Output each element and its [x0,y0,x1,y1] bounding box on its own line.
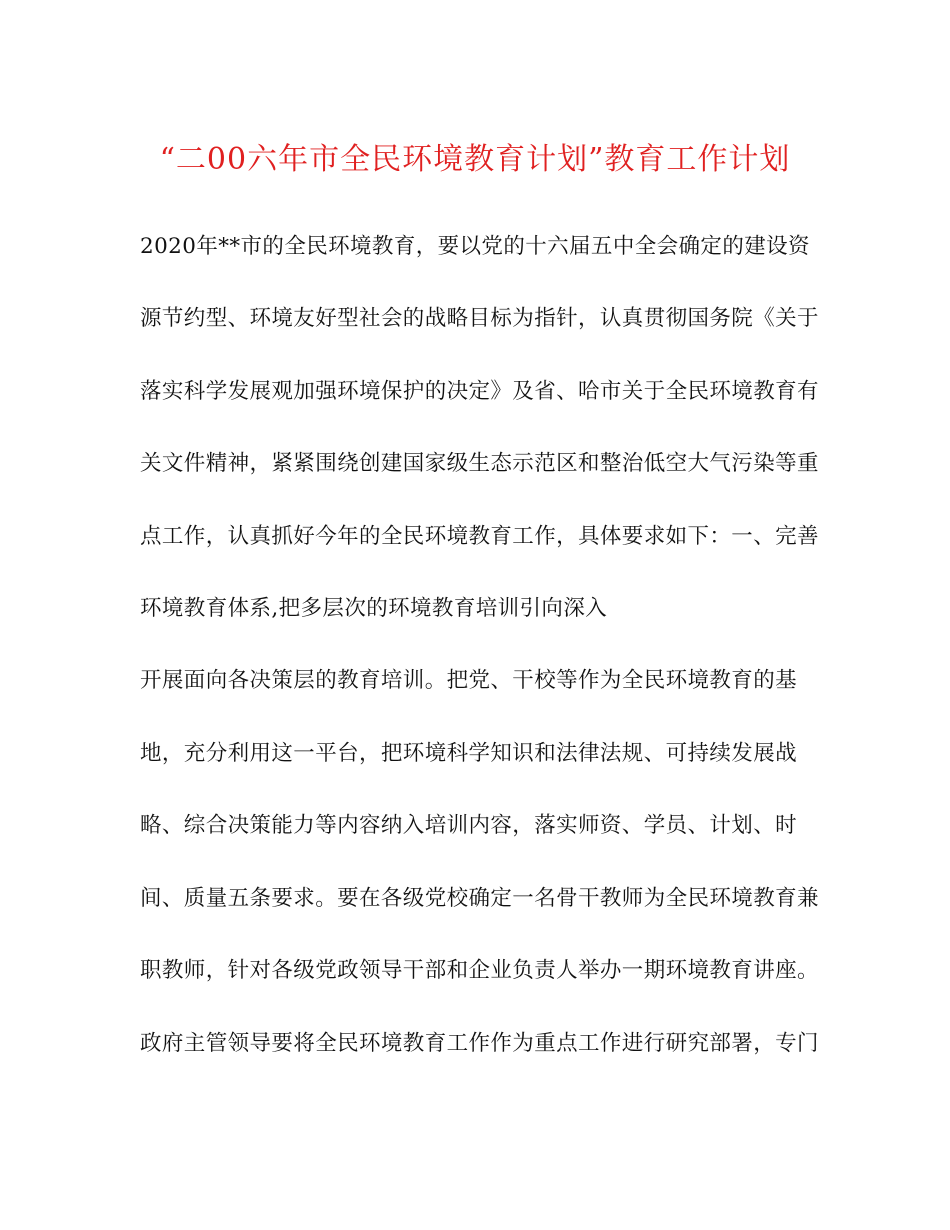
paragraph-line-9: 略、综合决策能力等内容纳入培训内容，落实师资、学员、计划、时 [140,813,798,838]
document-title: “二00六年市全民环境教育计划”教育工作计划 [159,142,791,177]
paragraph-line-1: 2020年**市的全民环境教育，要以党的十六届五中全会确定的建设资 [140,234,810,259]
paragraph-line-11: 职教师，针对各级党政领导干部和企业负责人举办一期环境教育讲座。 [140,958,819,983]
paragraph-line-6: 环境教育体系,把多层次的环境教育培训引向深入 [140,596,608,621]
paragraph-line-3: 落实科学发展观加强环境保护的决定》及省、哈市关于全民环境教育有 [140,379,819,404]
paragraph-line-7: 开展面向各决策层的教育培训。把党、干校等作为全民环境教育的基 [140,668,798,693]
paragraph-line-2: 源节约型、环境友好型社会的战略目标为指针，认真贯彻国务院《关于 [140,306,819,331]
paragraph-line-5: 点工作，认真抓好今年的全民环境教育工作，具体要求如下：一、完善 [140,524,819,549]
paragraph-line-4: 关文件精神，紧紧围绕创建国家级生态示范区和整治低空大气污染等重 [140,451,819,476]
paragraph-line-8: 地，充分利用这一平台，把环境科学知识和法律法规、可持续发展战 [140,741,798,766]
paragraph-line-12: 政府主管领导要将全民环境教育工作作为重点工作进行研究部署，专门 [140,1031,819,1056]
paragraph-line-10: 间、质量五条要求。要在各级党校确定一名骨干教师为全民环境教育兼 [140,886,819,911]
